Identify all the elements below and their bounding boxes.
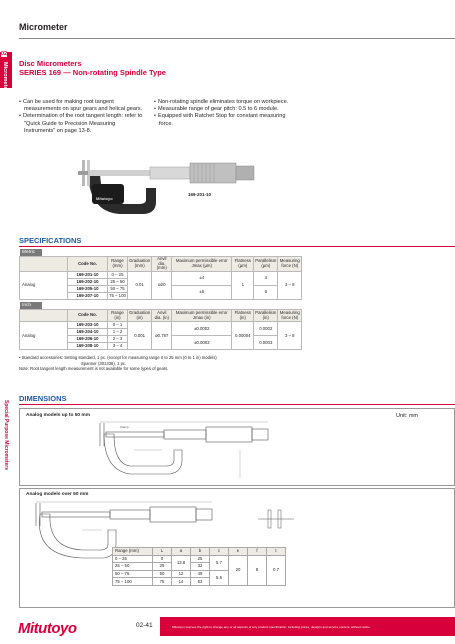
parallelism-cell: 0.0002 (254, 322, 278, 336)
error-cell: ±0.0002 (172, 322, 232, 336)
column-header: Range (mm) (113, 548, 153, 556)
column-header: Maximum permissible error Jmax (in) (172, 310, 232, 322)
column-header: Flatness (in) (232, 310, 254, 322)
code-cell: 169-203-10 (68, 322, 108, 329)
column-header: Maximum permissible error Jmax (µm) (172, 257, 232, 272)
micrometer-photo (74, 158, 260, 226)
e-cell: 20 (229, 555, 248, 585)
f-cell: 8 (248, 555, 267, 585)
a-cell: 12 (172, 570, 191, 578)
range-cell: 0 – 25 (113, 555, 153, 563)
range-cell: 75 – 100 (109, 292, 126, 298)
product-title-line1: Disc Micrometers (19, 59, 82, 68)
column-header: Anvil dia. (mm) (152, 257, 172, 272)
code-cell: 169-206-10 (68, 336, 108, 343)
flatness-cell: 1 (232, 271, 254, 299)
feature-item: • Equipped with Ratchet Stop for constant measuring force. (154, 113, 289, 127)
specifications-rule (19, 246, 455, 247)
table-row (113, 555, 286, 563)
graduation-cell: 0.01 (128, 271, 152, 299)
range-cell: 75 – 100 (113, 578, 153, 586)
column-header: Flatness (µm) (232, 257, 254, 272)
metric-spec-table (19, 256, 302, 300)
range-cell: 25 – 50 (108, 278, 128, 285)
c-cell: 5.7 (210, 555, 229, 570)
column-header: Graduation (in) (129, 310, 151, 320)
l-cell: 75 (153, 578, 172, 586)
inch-tag: Inch (20, 302, 42, 309)
category-cell: Analog (20, 271, 68, 299)
side-tab-number: 02 (1, 51, 8, 57)
parallelism-cell: 6 (254, 285, 278, 299)
column-header: b (191, 548, 210, 556)
dimension-panel-label: Analog models over 50 mm (26, 492, 89, 497)
range-cell: 25 – 50 (113, 563, 153, 571)
b-cell: 63 (191, 578, 210, 586)
feature-item: • Can be used for making root tangent measurements on spur gears and helical gears. (19, 99, 147, 113)
range-cell: 1 – 2 (108, 329, 128, 336)
range-cell: 0 – 1 (108, 322, 128, 329)
dimension-drawing-upto50 (90, 420, 330, 484)
l-cell: 50 (153, 570, 172, 578)
error-cell: ±4 (172, 271, 232, 285)
note-line: • Standard accessories: Setting standard, 1 pc. (except for measuring range 0 to 25 mm (0 to 1 in) models) (19, 355, 217, 360)
anvil-cell: ø20 (152, 271, 172, 299)
code-cell: 169-204-10 (68, 329, 108, 336)
column-header: Code No. (68, 257, 108, 272)
side-tab-label: Micrometers (2, 62, 8, 95)
range-cell: 50 – 75 (108, 285, 128, 292)
a-cell: 13.8 (172, 555, 191, 570)
metric-tag: Metric (20, 249, 42, 256)
column-header: Range (mm) (108, 257, 128, 272)
footer-disclaimer: Mitutoyo reserves the right to change any or all aspects of any product specification, including prices, designs and service content, without notice. (172, 625, 371, 629)
column-header: L (153, 548, 172, 556)
page-header-title: Micrometer (19, 22, 68, 32)
code-cell: 169-202-10 (68, 278, 108, 285)
feature-list-left (19, 99, 147, 135)
range-cell: 50 – 75 (113, 570, 153, 578)
t-cell: 0.7 (267, 555, 286, 585)
product-title-line2: SERIES 169 — Non-rotating Spindle Type (19, 68, 166, 77)
a-cell: 14 (172, 578, 191, 586)
column-header: Code No. (68, 310, 108, 322)
code-cell: 169-205-10 (68, 285, 108, 292)
graduation-cell: 0.001 (128, 322, 152, 350)
side-lower-label: Special Purpose Micrometers (3, 400, 9, 471)
column-header: t (267, 548, 286, 556)
parallelism-cell: 4 (254, 271, 278, 285)
column-header: Parallelism (µm) (254, 257, 278, 272)
column-header: f (248, 548, 267, 556)
column-header: e (229, 548, 248, 556)
b-cell: 32 (191, 563, 210, 571)
flatness-cell: 0.00004 (232, 322, 254, 350)
force-cell: 3 – 8 (278, 271, 302, 299)
unit-label: Unit: mm (396, 413, 418, 419)
table-row (20, 271, 302, 278)
disc-detail-drawing (258, 508, 294, 532)
c-cell: 5.5 (210, 570, 229, 585)
column-header: a (172, 548, 191, 556)
anvil-cell: ø0.787 (152, 322, 172, 350)
feature-list-right (154, 99, 289, 128)
svg-text:Mitutoyo: Mitutoyo (96, 196, 113, 201)
parallelism-cell: 0.0003 (254, 336, 278, 350)
range-cell: 2 – 3 (108, 336, 128, 343)
dimension-panel-label: Analog models up to 50 mm (26, 413, 90, 418)
column-header: Graduation (mm) (128, 257, 152, 272)
dimensions-heading: DIMENSIONS (19, 394, 67, 403)
header-divider (19, 38, 455, 39)
b-cell: 25 (191, 555, 210, 563)
column-header: c (210, 548, 229, 556)
column-header: Parallelism (in) (255, 310, 277, 320)
l-cell: 25 (153, 563, 172, 571)
range-cell: 3 – 4 (108, 343, 128, 350)
product-title (19, 59, 166, 77)
column-header: Range (in) (108, 310, 128, 322)
page-number: 02-41 (136, 622, 153, 629)
feature-item: • Measurable range of gear pitch: 0.5 to 6 module. (154, 106, 289, 113)
l-cell: 0 (153, 555, 172, 563)
range-cell: 0 – 25 (108, 271, 128, 278)
mitutoyo-logo: Mitutoyo (18, 620, 77, 637)
error-cell: ±6 (172, 285, 232, 299)
spec-notes (19, 355, 319, 372)
b-cell: 49 (191, 570, 210, 578)
feature-item: • Determination of the root tangent length: refer to "Quick Guide to Precision Measuring Instruments" on page 13-8. (19, 113, 147, 135)
column-header: Measuring force (N) (278, 257, 302, 272)
column-header: Anvil dia. (in) (152, 310, 172, 322)
category-cell: Analog (20, 322, 68, 350)
note-line: Note: Root tangent length measurement is not available for some types of gears. (19, 366, 169, 372)
dimensions-rule (19, 404, 455, 405)
code-cell: 169-208-10 (68, 343, 108, 350)
force-cell: 3 – 8 (278, 322, 302, 350)
inch-spec-table (19, 309, 302, 350)
note-line: Spanner (301336), 1 pc. (81, 360, 127, 366)
table-row (20, 322, 302, 329)
photo-caption: 169-201-10 (188, 192, 212, 197)
column-header: Measuring force (N) (279, 310, 300, 320)
code-cell: 169-201-10 (68, 271, 108, 278)
dimensions-table (112, 547, 286, 586)
feature-item: • Non-rotating spindle eliminates torque on workpiece. (154, 99, 289, 106)
svg-text:Clamp: Clamp (120, 425, 129, 429)
code-cell: 169-207-10 (68, 292, 108, 299)
specifications-heading: SPECIFICATIONS (19, 236, 82, 245)
error-cell: ±0.0003 (172, 336, 232, 350)
